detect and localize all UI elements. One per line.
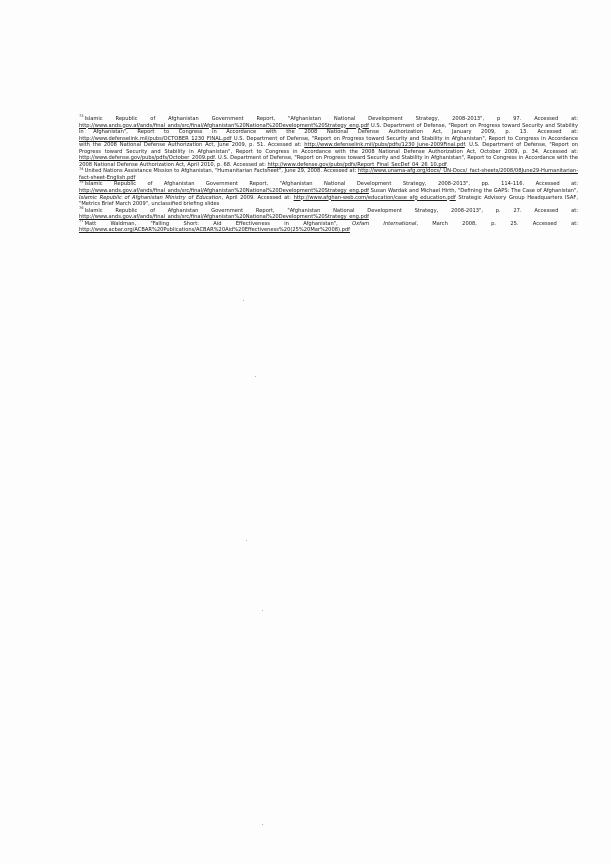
footnote-link[interactable]: http://www.ands.gov.af/ands/final_ands/src/final/Afghanistan%20National%20Development%20Strategy_eng.pdf [79, 122, 369, 129]
footnote-text: Islamic Republic of Afghanistan Government Report, "Afghanistan National Development Strategy, 2008-2013", p 97. Accessed at: [84, 116, 578, 122]
footnote-text: Matt Waldman, "Falling Short: Aid Effectiveness in Afghanistan", [84, 220, 353, 227]
footnote-text: Strategic Advisory Group Headquarters ISAF, "Metrics Brief March 2009", unclassified briefing slides [79, 194, 578, 208]
footnote-link[interactable]: http://www.defense.gov/pubs/pdfs/October_2009.pdf [79, 155, 215, 162]
footnote-74 [79, 168, 578, 181]
footnote-text: Islamic Republic of Afghanistan Government Report, "Afghanistan National Development Strategy, 2008-2013", pp. 114-116. Accessed at: [84, 181, 578, 188]
footnote-link[interactable]: http://www.ands.gov.af/ands/final_ands/src/final/Afghanistan%20National%20Development%20Strategy_eng.pdf [79, 188, 369, 195]
footnote-75 [79, 181, 578, 207]
footnote-text: United Nations Assistance Mission to Afghanistan, "Humanitarian Factsheet", June 29, 2008. Accessed at: [84, 168, 358, 175]
footnote-text: U.S. Department of Defense, "Report on Progress toward Security and Stability in Afghanistan", Report to Congress in Accordance with the 2008 National Defense Authorization Act, January 2009, p. 13. Accessed at: [79, 122, 578, 136]
footnote-text: . U.S. Department of Defense, "Report on Progress toward Security and Stability in Afghanistan", Report to Congress in Accordance with the 2008 National Defense Authorization Act, October 2009, p. 34. Accessed at: [79, 142, 578, 155]
footnote-number: 76 [79, 205, 84, 210]
footnote-77 [79, 221, 578, 234]
footnotes-block [79, 116, 578, 234]
scan-speck [255, 376, 256, 377]
scan-speck [262, 610, 263, 611]
scan-speck [243, 300, 244, 301]
scan-speck [246, 540, 247, 541]
footnote-73 [79, 116, 578, 168]
scan-speck [262, 824, 263, 825]
footnote-italic-source: Islamic Republic of Afghanistan Ministry of Education [79, 194, 222, 201]
footnote-link[interactable]: http://www.acbar.org/ACBAR%20Publications/ACBAR%20Aid%20Effectiveness%20(25%20Mar%2008).pdf [79, 227, 350, 234]
footnote-text: Susan Wardak and Michael Hirth, "Defining the GAPS: The Case of Afghanistan", [368, 188, 578, 195]
footnote-link[interactable]: http://www.defense.gov/pubs/pdfs/Report_Final_SecDef_04_26_10.pdf [267, 161, 447, 168]
footnote-link[interactable]: http://www.unama-afg.org/docs/_UN-Docs/_fact-sheets/2008/08June29-Humanitarian-fact-sheet-English.pdf [79, 168, 578, 181]
footnote-text: , March 2008, p. 25. Accessed at: [416, 220, 578, 227]
footnote-text: Islamic Republic of Afghanistan Government Report, "Afghanistan National Development Strategy, 2008-2013", p. 27. Accessed at: [84, 207, 578, 214]
footnote-link[interactable]: http://www.defenselink.mil/pubs/pdfs/1230_June-2009Final.pdf [304, 142, 465, 149]
footnote-number: 77 [79, 219, 84, 224]
footnote-link[interactable]: http://www.afghan-web.com/education/case_afg_education.pdf [293, 194, 456, 201]
footnote-number: 73 [79, 114, 84, 119]
footnote-text: . U.S. Department of Defense, "Report on Progress toward Security and Stability in Afghanistan", Report to Congress in Accordance with the 2008 National Defense Authorization Act, April 2010, p. 68. Accessed at: [79, 155, 578, 168]
footnote-link[interactable]: http://www.defenselink.mil/pubs/OCTOBER_1230_FINAL.pdf [79, 135, 232, 142]
footnote-number: 75 [79, 179, 84, 184]
footnote-link[interactable]: http://www.ands.gov.af/ands/final_ands/src/final/Afghanistan%20National%20Development%20Strategy_eng.pdf [79, 214, 369, 221]
footnote-text: , April 2009. Accessed at: [221, 194, 294, 201]
footnote-number: 74 [79, 166, 84, 171]
footnote-text: U.S. Department of Defense, "Report on Progress toward Security and Stability in Afghanistan", Report to Congress in Accordance with the 2008 National Defense Authorization Act, June 2009, p. 51. Accessed at: [79, 135, 578, 149]
footnote-italic-source: Oxfam International [352, 220, 417, 227]
